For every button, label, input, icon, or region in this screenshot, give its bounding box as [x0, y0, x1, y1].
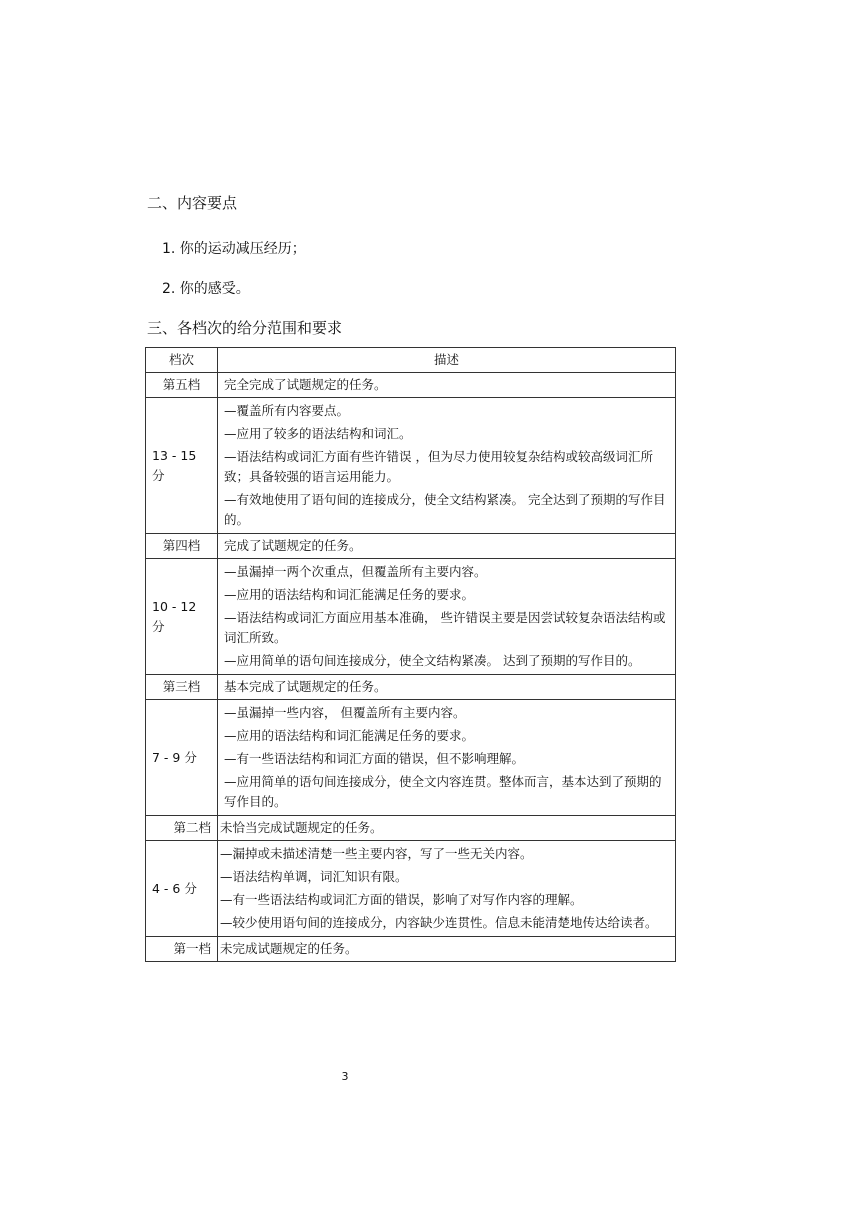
- level-2-detail-row: [146, 841, 676, 937]
- level-3-detail-row: [146, 700, 676, 816]
- level-5-detail-4: —有效地使用了语句间的连接成分，使全文结构紧凑。 完全达到了预期的写作目的。: [224, 492, 666, 527]
- header-level: 档次: [146, 348, 218, 373]
- table-header-row: [146, 348, 676, 373]
- level-5-detail-2: —应用了较多的语法结构和词汇。: [224, 426, 412, 441]
- level-2-details: [218, 841, 676, 937]
- level-3-details: [218, 700, 676, 816]
- level-4-detail-3: —语法结构或词汇方面应用基本准确， 些许错误主要是因尝试较复杂语法结构或 词汇所致。: [224, 610, 666, 645]
- scoring-table: [145, 347, 676, 962]
- page-number: 3: [341, 1070, 349, 1083]
- level-3-detail-2: —应用的语法结构和词汇能满足任务的要求。: [224, 728, 475, 743]
- level-5-score: 13 - 15 分: [146, 398, 218, 534]
- level-2-row: [146, 816, 676, 841]
- level-3-row: [146, 675, 676, 700]
- level-2-summary: 未恰当完成试题规定的任务。: [218, 816, 676, 841]
- level-2-detail-3: —有一些语法结构或词汇方面的错误，影响了对写作内容的理解。: [220, 892, 583, 907]
- level-3-detail-4: —应用简单的语句间连接成分，使全文内容连贯。整体而言，基本达到了预期的写作目的。: [224, 774, 662, 809]
- content-item-2: 2. 你的感受。: [162, 281, 250, 297]
- level-4-detail-4: —应用简单的语句间连接成分，使全文结构紧凑。 达到了预期的写作目的。: [224, 653, 641, 668]
- level-5-detail-3: —语法结构或词汇方面有些许错误 ，但为尽力使用较复杂结构或较高级词汇所 致；具备较强的语言运用能力。: [224, 449, 653, 484]
- level-4-row: [146, 534, 676, 559]
- level-1-label: 第一档: [146, 937, 218, 962]
- level-5-detail-row: [146, 398, 676, 534]
- level-1-summary: 未完成试题规定的任务。: [218, 937, 676, 962]
- content-points-heading: 二、内容要点: [147, 194, 238, 212]
- level-3-score: 7 - 9 分: [146, 700, 218, 816]
- level-5-row: [146, 373, 676, 398]
- level-3-label: 第三档: [146, 675, 218, 700]
- level-5-detail-1: —覆盖所有内容要点。: [224, 403, 350, 418]
- level-2-detail-1: —漏掉或未描述清楚一些主要内容，写了一些无关内容。: [220, 846, 533, 861]
- level-5-details: [218, 398, 676, 534]
- level-4-details: [218, 559, 676, 675]
- level-1-row: [146, 937, 676, 962]
- level-2-detail-2: —语法结构单调，词汇知识有限。: [220, 869, 408, 884]
- level-4-score: 10 - 12 分: [146, 559, 218, 675]
- level-5-summary: 完全完成了试题规定的任务。: [218, 373, 676, 398]
- level-2-detail-4: —较少使用语句间的连接成分，内容缺少连贯性。信息未能清楚地传达给读者。: [220, 915, 658, 930]
- content-item-1: 1. 你的运动减压经历；: [162, 241, 306, 257]
- level-4-detail-2: —应用的语法结构和词汇能满足任务的要求。: [224, 587, 475, 602]
- header-description: 描述: [218, 348, 676, 373]
- level-4-detail-1: —虽漏掉一两个次重点，但覆盖所有主要内容。: [224, 564, 487, 579]
- level-3-detail-1: —虽漏掉一些内容， 但覆盖所有主要内容。: [224, 705, 466, 720]
- level-2-label: 第二档: [146, 816, 218, 841]
- level-4-summary: 完成了试题规定的任务。: [218, 534, 676, 559]
- level-3-summary: 基本完成了试题规定的任务。: [218, 675, 676, 700]
- scoring-criteria-heading: 三、各档次的给分范围和要求: [147, 319, 343, 337]
- level-3-detail-3: —有一些语法结构和词汇方面的错误，但不影响理解。: [224, 751, 525, 766]
- level-4-label: 第四档: [146, 534, 218, 559]
- level-5-label: 第五档: [146, 373, 218, 398]
- level-2-score: 4 - 6 分: [146, 841, 218, 937]
- level-4-detail-row: [146, 559, 676, 675]
